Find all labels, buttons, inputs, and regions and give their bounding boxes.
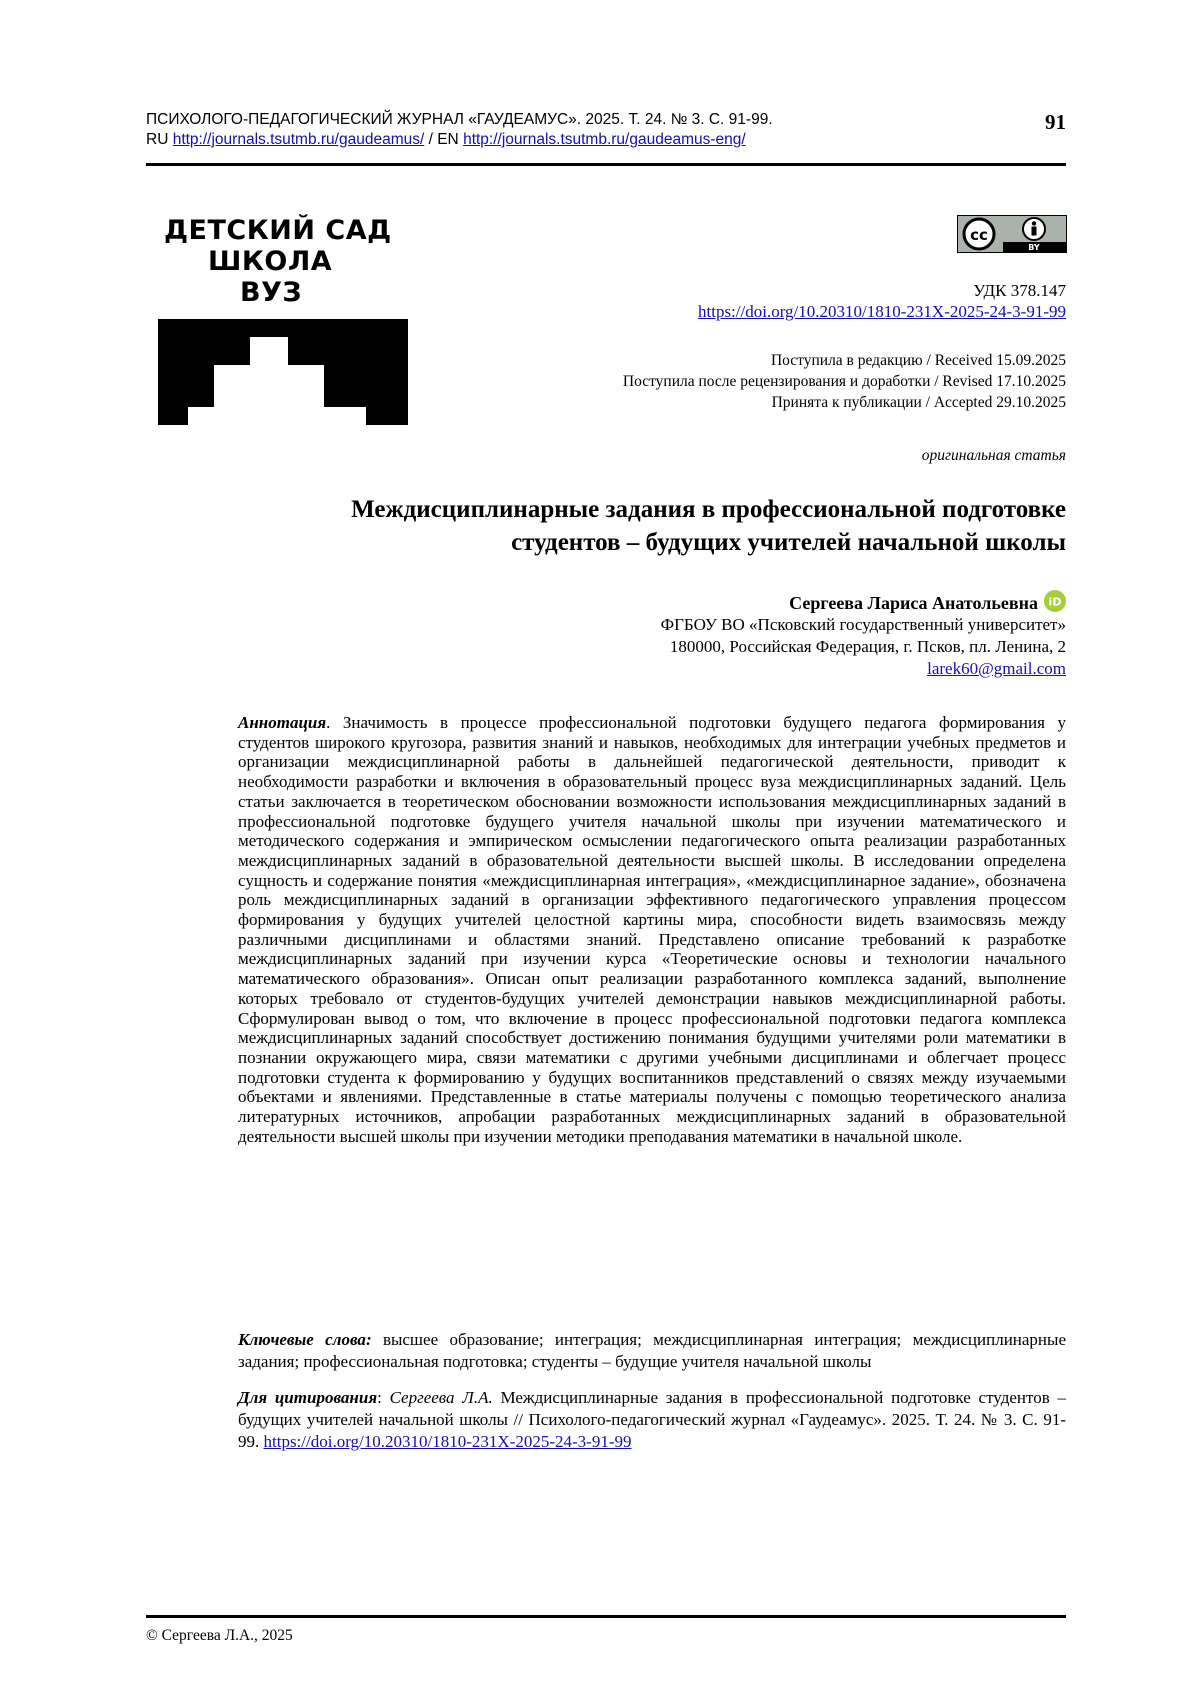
en-journal-link[interactable]: http://journals.tsutmb.ru/gaudeamus-eng/ — [463, 131, 746, 148]
page-number: 91 — [1045, 110, 1066, 134]
ru-prefix: RU — [146, 131, 169, 148]
ru-journal-link[interactable]: http://journals.tsutmb.ru/gaudeamus/ — [172, 131, 425, 148]
citation-author: Сергеева Л.А. — [389, 1388, 493, 1407]
article-type: оригинальная статья — [921, 447, 1066, 464]
logo-line-university: ВУЗ — [240, 277, 303, 308]
abstract-label: Аннотация — [238, 713, 327, 732]
logo-line-school: ШКОЛА — [208, 246, 333, 277]
running-header — [146, 110, 1066, 150]
received-date: Поступила в редакцию / Received 15.09.2025 — [770, 352, 1066, 369]
header-divider — [146, 163, 1066, 166]
doi-link[interactable]: https://doi.org/10.20310/1810-231X-2025-24-3-91-99 — [698, 302, 1066, 321]
journal-logo — [158, 215, 428, 308]
author-block — [366, 590, 1066, 680]
author-name: Сергеева Лариса Анатольевна — [789, 593, 1038, 613]
article-title — [166, 493, 1066, 559]
article-dates — [366, 350, 1066, 413]
orcid-icon[interactable] — [1044, 590, 1066, 612]
by-label: BY — [1028, 243, 1040, 252]
citation-doi-link[interactable]: https://doi.org/10.20310/1810-231X-2025-24-3-91-99 — [263, 1432, 632, 1451]
keywords-text: высшее образование; интеграция; междисциплинарная интеграция; междисциплинарные задания; профессиональная подготовка; студенты – будущие учителя начальной школы — [238, 1330, 1066, 1371]
journal-citation-line: ПСИХОЛОГО-ПЕДАГОГИЧЕСКИЙ ЖУРНАЛ «ГАУДЕАМУС». 2025. Т. 24. № 3. С. 91-99. — [146, 111, 773, 128]
footer-divider — [146, 1615, 1066, 1618]
cc-icon: cc — [970, 226, 988, 244]
author-email-link[interactable]: larek60@gmail.com — [927, 659, 1066, 678]
title-line-1: Междисциплинарные задания в профессиональной подготовке — [351, 496, 1066, 523]
by-person-icon — [1032, 221, 1036, 225]
article-identifiers — [466, 280, 1066, 322]
author-address: 180000, Российская Федерация, г. Псков, пл. Ленина, 2 — [669, 637, 1066, 656]
abstract — [238, 713, 1066, 1146]
accepted-date: Принята к публикации / Accepted 29.10.2025 — [771, 394, 1066, 411]
citation: Для цитирования: Сергеева Л.А. Междисциплинарные задания в профессиональной подготовке студентов – будущих учителей начальной школы // Психолого-педагогический журнал «Гаудеамус». 2025. Т. 24. № 3. С. 91-99. https://doi.org/10.20310/1810-231X-2025-24-3-91-99 — [238, 1388, 1066, 1451]
journal-url-line — [146, 130, 1066, 150]
title-line-2: студентов – будущих учителей начальной школы — [511, 529, 1066, 556]
cc-by-license-badge[interactable] — [957, 215, 1067, 253]
revised-date: Поступила после рецензирования и доработки / Revised 17.10.2025 — [622, 373, 1066, 390]
keywords-label: Ключевые слова — [238, 1330, 366, 1349]
abstract-text: . Значимость в процессе профессиональной подготовки будущего педагога формирования у студентов широкого кругозора, развития знаний и навыков, необходимых для интеграции учебных предметов и организации междисциплинарной работы в дальнейшей педагогической деятельности, приводит к необходимости разработки и включения в образовательный процесс вуза междисциплинарных заданий. Цель статьи заключается в теоретическом обосновании возможности использования междисциплинарных заданий в профессиональной подготовке будущего учителя начальной школы при изучении математического и методического содержания и эмпирическом осмыслении педагогического опыта реализации разработанных междисциплинарных заданий в образовательной деятельности высшей школы. В исследовании определена сущность и содержание понятия «междисциплинарная интеграция», «междисциплинарное задание», обозначена роль междисциплинарных заданий в организации эффективного педагогического управления процессом формирования у будущих учителей целостной картины мира, способности видеть взаимосвязь между различными дисциплинами и областями знаний. Представлено описание требований к разработке междисциплинарных заданий при изучении курса «Теоретические основы и технологии начального математического образования». Описан опыт реализации разработанного комплекса заданий, выполнение которых требовало от студентов-будущих учителей демонстрации навыков междисциплинарной работы. Сформулирован вывод о том, что включение в процесс профессиональной подготовки педагога комплекса междисциплинарных заданий способствует достижению понимания будущими учителями роли математики в познании окружающего мира, связи математики с другими учебными дисциплинами и облегчает процесс подготовки студента к формированию у будущих воспитанников представлений о связях между изучаемыми объектами и явлениями. Представленные в статье материалы получены с помощью теоретического анализа литературных источников, апробации разработанных междисциплинарных заданий в образовательной деятельности высшей школы при изучении методики преподавания математики в начальной школе. — [238, 713, 1066, 1146]
orcid-label: iD — [1048, 595, 1062, 609]
en-separator: / EN — [428, 131, 459, 148]
udk-code: УДК 378.147 — [973, 281, 1066, 300]
citation-label: Для цитирования — [238, 1388, 378, 1407]
logo-line-kindergarten: ДЕТСКИЙ САД — [164, 215, 392, 246]
copyright-notice: © Сергеева Л.А., 2025 — [146, 1627, 293, 1644]
keywords: Ключевые слова: высшее образование; интеграция; междисциплинарная интеграция; междисциплинарные задания; профессиональная подготовка; студенты – будущие учителя начальной школы — [238, 1330, 1066, 1371]
author-affiliation: ФГБОУ ВО «Псковский государственный университет» — [660, 615, 1066, 634]
citation-text: Междисциплинарные задания в профессиональной подготовке студентов – будущих учителей начальной школы // Психолого-педагогический журнал «Гаудеамус». 2025. Т. 24. № 3. С. 91-99. — [238, 1388, 1066, 1451]
